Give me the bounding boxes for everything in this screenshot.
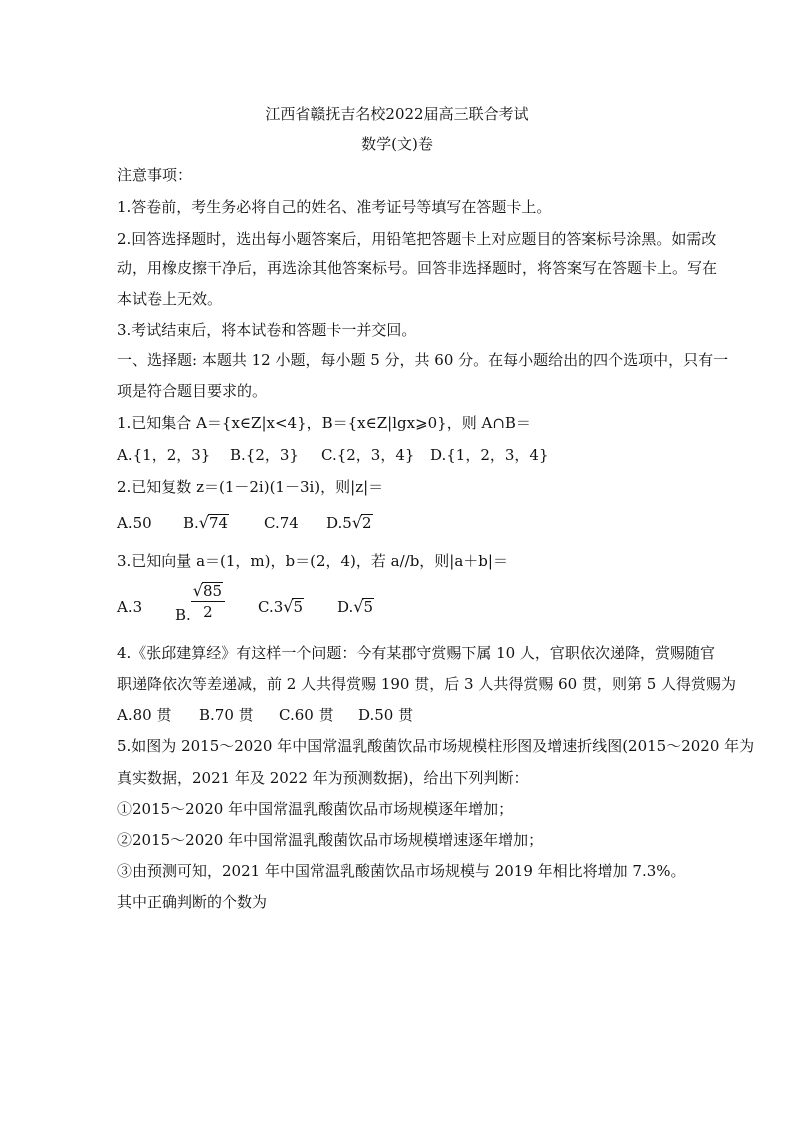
- question-1-option-a: A.{1，2，3}: [117, 446, 211, 464]
- question-4-option-d: D.50 贯: [358, 706, 414, 724]
- question-4-option-c: C.60 贯: [279, 706, 334, 724]
- question-2-option-c: C.74: [264, 514, 299, 532]
- note-item-2-line-3: 本试卷上无效。: [117, 290, 223, 308]
- question-4-line-2: 职递降依次等差递减，前 2 人共得赏赐 190 贯，后 3 人共得赏赐 60 贯，则第 5 人得赏赐为: [117, 675, 737, 693]
- note-item-3: 3.考试结束后，将本试卷和答题卡一并交回。: [117, 321, 417, 339]
- question-2-stem: 2.已知复数 z＝(1－2i)(1－3i)，则|z|＝: [117, 478, 384, 496]
- exam-subtitle: 数学(文)卷: [361, 135, 433, 153]
- question-2-option-d: D.5√2: [326, 513, 372, 532]
- question-3-option-c: C.3√5: [258, 597, 304, 616]
- question-1-stem: 1.已知集合 A＝{x∈Z|x<4}，B＝{x∈Z|lgx⩾0}，则 A∩B＝: [117, 414, 531, 432]
- note-item-1: 1.答卷前，考生务必将自己的姓名、准考证号等填写在答题卡上。: [117, 198, 552, 216]
- fraction-expression: $\frac{√85}{2}$: [191, 582, 225, 621]
- question-3-option-b: B. $\frac{√85}{2}$: [175, 584, 225, 623]
- question-5-closing: 其中正确判断的个数为: [117, 893, 268, 911]
- question-2-option-b: B.√74: [183, 513, 229, 532]
- notes-heading: 注意事项：: [117, 166, 193, 184]
- question-1-option-c: C.{2，3，4}: [321, 446, 415, 464]
- sqrt-expression: √2: [351, 513, 372, 532]
- question-5-line-1: 5.如图为 2015～2020 年中国常温乳酸菌饮品市场规模柱形图及增速折线图(2015～2020 年为: [117, 737, 755, 755]
- question-2-option-a: A.50: [117, 514, 152, 532]
- exam-title: 江西省赣抚吉名校2022届高三联合考试: [265, 105, 529, 123]
- question-1-option-b: B.{2，3}: [230, 446, 299, 464]
- note-item-2-line-2: 动，用橡皮擦干净后，再选涂其他答案标号。回答非选择题时，将答案写在答题卡上。写在: [117, 259, 718, 277]
- question-3-option-d: D.√5: [337, 597, 374, 616]
- section-1-intro-line-1: 一、选择题: 本题共 12 小题，每小题 5 分，共 60 分。在每小题给出的四个选项中，只有一: [117, 351, 729, 369]
- question-1-option-d: D.{1，2，3，4}: [430, 446, 549, 464]
- sqrt-expression: √74: [198, 513, 229, 532]
- question-5-judgement-3: ③由预测可知，2021 年中国常温乳酸菌饮品市场规模与 2019 年相比将增加 7.3%。: [117, 862, 686, 880]
- note-item-2-line-1: 2.回答选择题时，选出每小题答案后，用铅笔把答题卡上对应题目的答案标号涂黑。如需改: [117, 230, 717, 248]
- section-1-intro-line-2: 项是符合题目要求的。: [117, 382, 268, 400]
- question-5-line-2: 真实数据，2021 年及 2022 年为预测数据)，给出下列判断：: [117, 769, 529, 787]
- question-4-option-a: A.80 贯: [117, 706, 172, 724]
- question-5-judgement-2: ②2015～2020 年中国常温乳酸菌饮品市场规模增速逐年增加；: [117, 831, 544, 849]
- question-5-judgement-1: ①2015～2020 年中国常温乳酸菌饮品市场规模逐年增加；: [117, 800, 514, 818]
- question-4-line-1: 4.《张邱建算经》有这样一个问题：今有某郡守赏赐下属 10 人，官职依次递降，赏赐随官: [117, 644, 715, 662]
- question-4-option-b: B.70 贯: [199, 706, 254, 724]
- question-3-option-a: A.3: [117, 598, 143, 616]
- sqrt-expression: √5: [283, 597, 304, 616]
- question-3-stem: 3.已知向量 a＝(1，m)，b＝(2，4)，若 a//b，则|a＋b|＝: [117, 552, 508, 570]
- sqrt-expression: √5: [353, 597, 374, 616]
